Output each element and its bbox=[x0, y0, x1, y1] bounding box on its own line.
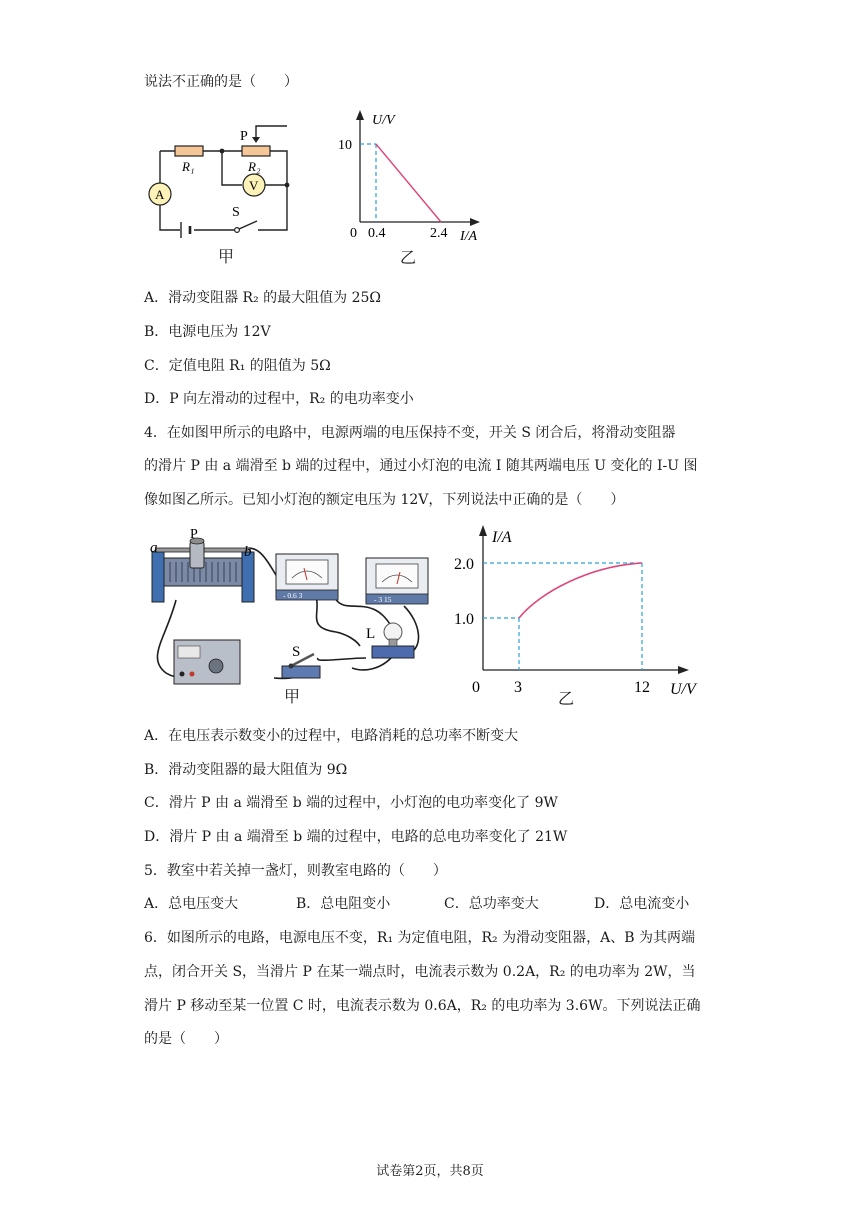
q5-option-c: C．总功率变大 bbox=[444, 896, 539, 912]
svg-text:R₁: R₁ bbox=[182, 159, 195, 174]
q5-option-b: B．总电阻变小 bbox=[296, 896, 391, 912]
svg-text:S: S bbox=[292, 644, 301, 660]
fig2-caption-left: 甲 bbox=[284, 687, 301, 706]
svg-text:2.0: 2.0 bbox=[454, 556, 474, 573]
q4-option-d: D．滑片 P 由 a 端滑至 b 端的过程中，电路的总电功率变化了 21W bbox=[144, 829, 568, 845]
svg-text:2.4: 2.4 bbox=[430, 226, 448, 241]
r1-resistor bbox=[175, 146, 203, 156]
svg-text:10: 10 bbox=[338, 138, 352, 153]
lamp-bulb bbox=[384, 623, 402, 641]
svg-text:I/A: I/A bbox=[460, 229, 478, 244]
ui-line bbox=[376, 144, 441, 222]
q3-option-d: D．P 向左滑动的过程中，R₂ 的电功率变小 bbox=[144, 391, 414, 407]
knife-switch bbox=[282, 666, 320, 678]
q4-stem-line-1: 4．在如图甲所示的电路中，电源两端的电压保持不变，开关 S 闭合后，将滑动变阻器 bbox=[144, 425, 676, 441]
q3-option-a: A．滑动变阻器 R₂ 的最大阻值为 25Ω bbox=[144, 290, 382, 306]
q5-option-d: D．总电流变小 bbox=[594, 896, 690, 912]
fig1-caption-right: 乙 bbox=[400, 248, 417, 267]
svg-text:12: 12 bbox=[634, 679, 650, 696]
svg-text:0: 0 bbox=[472, 679, 480, 696]
q4-option-b: B．滑动变阻器的最大阻值为 9Ω bbox=[144, 762, 348, 778]
page-footer: 试卷第2页，共8页 bbox=[376, 1164, 484, 1179]
svg-text:P: P bbox=[240, 129, 248, 144]
svg-text:b: b bbox=[244, 544, 252, 560]
svg-text:S: S bbox=[232, 205, 240, 220]
q6-stem-line-2: 点，闭合开关 S，当滑片 P 在某一端点时，电流表示数为 0.2A，R₂ 的电功率为 2W，当 bbox=[144, 964, 696, 980]
svg-text:A: A bbox=[155, 187, 165, 202]
q6-stem-line-1: 6．如图所示的电路，电源电压不变，R₁ 为定值电阻，R₂ 为滑动变阻器，A、B 为其两端 bbox=[144, 930, 695, 946]
q5-stem: 5．教室中若关掉一盏灯，则教室电路的（ ） bbox=[144, 863, 447, 879]
svg-text:- 3 15: - 3 15 bbox=[374, 595, 392, 604]
svg-text:L: L bbox=[366, 626, 376, 642]
svg-text:U/V: U/V bbox=[670, 681, 696, 698]
svg-text:R₂: R₂ bbox=[248, 159, 261, 174]
fig2-caption-right: 乙 bbox=[558, 689, 575, 708]
q4-option-c: C．滑片 P 由 a 端滑至 b 端的过程中，小灯泡的电功率变化了 9W bbox=[144, 795, 558, 811]
q3-stem-tail: 说法不正确的是（ ） bbox=[144, 74, 298, 90]
iu-curve bbox=[519, 563, 642, 618]
rheostat-slider bbox=[190, 542, 204, 568]
svg-text:P: P bbox=[190, 528, 198, 542]
svg-text:I/A: I/A bbox=[492, 529, 512, 546]
svg-text:3: 3 bbox=[514, 679, 522, 696]
r2-resistor bbox=[242, 146, 270, 156]
q3-option-b: B．电源电压为 12V bbox=[144, 324, 271, 340]
q4-stem-line-2: 的滑片 P 由 a 端滑至 b 端的过程中，通过小灯泡的电流 I 随其两端电压 U 变化的 I-U 图 bbox=[144, 458, 698, 474]
svg-text:a: a bbox=[150, 540, 158, 556]
ui-graph-1 bbox=[330, 104, 500, 244]
q6-stem-line-3: 滑片 P 移动至某一位置 C 时，电流表示数为 0.6A，R₂ 的电功率为 3.6W。下列说法正确 bbox=[144, 998, 701, 1014]
fig1-caption-left: 甲 bbox=[218, 247, 235, 266]
q4-option-a: A．在电压表示数变小的过程中，电路消耗的总功率不断变大 bbox=[144, 728, 519, 744]
svg-text:1.0: 1.0 bbox=[454, 611, 474, 628]
q4-stem-line-3: 像如图乙所示。已知小灯泡的额定电压为 12V，下列说法中正确的是（ ） bbox=[144, 492, 625, 508]
svg-text:V: V bbox=[249, 178, 259, 193]
q6-stem-line-4: 的是（ ） bbox=[144, 1031, 228, 1047]
q3-option-c: C．定值电阻 R₁ 的阻值为 5Ω bbox=[144, 358, 331, 374]
lamp-base bbox=[372, 646, 414, 658]
svg-text:U/V: U/V bbox=[372, 113, 395, 128]
iu-graph-2 bbox=[450, 520, 710, 700]
svg-text:0: 0 bbox=[350, 226, 357, 241]
svg-text:- 0.6 3: - 0.6 3 bbox=[283, 591, 303, 600]
q5-option-a: A．总电压变大 bbox=[144, 896, 239, 912]
switch-s bbox=[239, 221, 257, 229]
svg-text:0.4: 0.4 bbox=[368, 226, 386, 241]
apparatus-illustration bbox=[146, 528, 436, 698]
